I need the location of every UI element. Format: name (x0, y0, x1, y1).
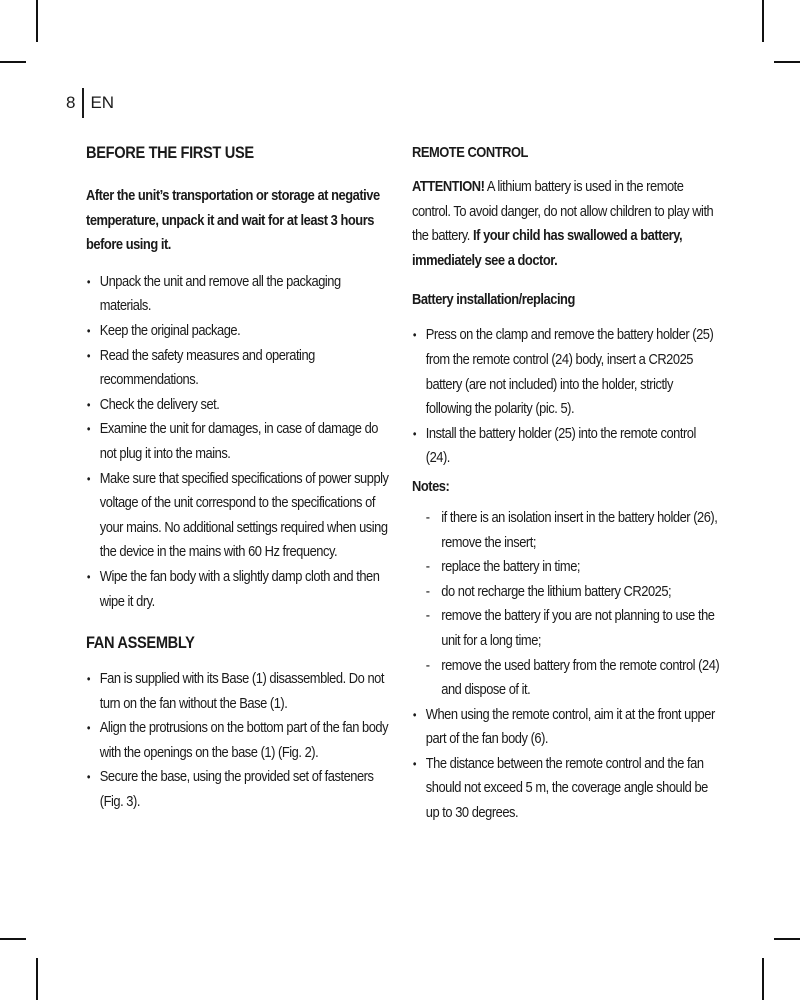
crop-mark (0, 61, 26, 63)
crop-mark (774, 938, 800, 940)
before-use-list (86, 270, 392, 614)
left-column (86, 141, 392, 815)
list-item: • Examine the unit for damages, in case of damage do not plug it into the mains. (86, 417, 392, 466)
remote-usage-list (412, 703, 722, 826)
crop-mark (762, 958, 764, 1000)
page-header (66, 88, 114, 118)
list-item: • Press on the clamp and remove the battery holder (25) from the remote control (24) body, insert a CR2025 battery (are not included) into the holder, strictly following the polarity (pic. 5). (412, 323, 722, 421)
note-item: - if there is an isolation insert in the battery holder (26), remove the insert; (412, 506, 722, 555)
page-number: 8 (66, 93, 76, 112)
crop-mark (36, 0, 38, 42)
list-item: • When using the remote control, aim it at the front upper part of the fan body (6). (412, 703, 722, 752)
note-item: - remove the used battery from the remote control (24) and dispose of it. (412, 654, 722, 703)
battery-steps-list (412, 323, 722, 471)
right-column (412, 141, 722, 826)
attention-paragraph (412, 175, 722, 273)
note-item: - replace the battery in time; (412, 555, 722, 580)
fan-assembly-list (86, 667, 392, 815)
attention-label: ATTENTION! (412, 178, 485, 195)
crop-mark (762, 0, 764, 42)
crop-mark (774, 61, 800, 63)
intro-warning: After the unit’s transportation or storage at negative temperature, unpack it and wait for at least 3 hours before using it. (86, 187, 380, 254)
crop-mark (36, 958, 38, 1000)
battery-section-title: Battery installation/replacing (412, 291, 575, 309)
section-title-fan-assembly: FAN ASSEMBLY (86, 633, 195, 653)
list-item: • Check the delivery set. (86, 393, 392, 418)
header-divider (82, 88, 84, 118)
note-item: - do not recharge the lithium battery CR2025; (412, 580, 722, 605)
attention-text: A lithium battery is used in the remote control. To avoid danger, do not allow children to play with the battery. (412, 178, 714, 245)
notes-list (412, 506, 722, 703)
note-item: - remove the battery if you are not planning to use the unit for a long time; (412, 604, 722, 653)
list-item: • Fan is supplied with its Base (1) disassembled. Do not turn on the fan without the Base (1). (86, 667, 392, 716)
list-item: • The distance between the remote control and the fan should not exceed 5 m, the coverage angle should be up to 30 degrees. (412, 752, 722, 826)
list-item: • Make sure that specified specifications of power supply voltage of the unit correspond to the specifications of your mains. No additional settings required when using the device in the mains with 60 Hz frequency. (86, 467, 392, 565)
list-item: • Unpack the unit and remove all the packaging materials. (86, 270, 392, 319)
section-title-before-first-use: BEFORE THE FIRST USE (86, 143, 254, 162)
list-item: • Read the safety measures and operating recommendations. (86, 344, 392, 393)
notes-title: Notes: (412, 477, 450, 495)
list-item: • Keep the original package. (86, 319, 392, 344)
list-item: • Install the battery holder (25) into the remote control (24). (412, 422, 722, 471)
list-item: • Wipe the fan body with a slightly damp cloth and then wipe it dry. (86, 565, 392, 614)
list-item: • Align the protrusions on the bottom part of the fan body with the openings on the base (1) (Fig. 2). (86, 716, 392, 765)
attention-swallow-warning: If your child has swallowed a battery, immediately see a doctor. (412, 227, 683, 269)
crop-mark (0, 938, 26, 940)
list-item: • Secure the base, using the provided set of fasteners (Fig. 3). (86, 765, 392, 814)
section-title-remote-control: REMOTE CONTROL (412, 144, 528, 161)
language-code: EN (90, 93, 115, 112)
